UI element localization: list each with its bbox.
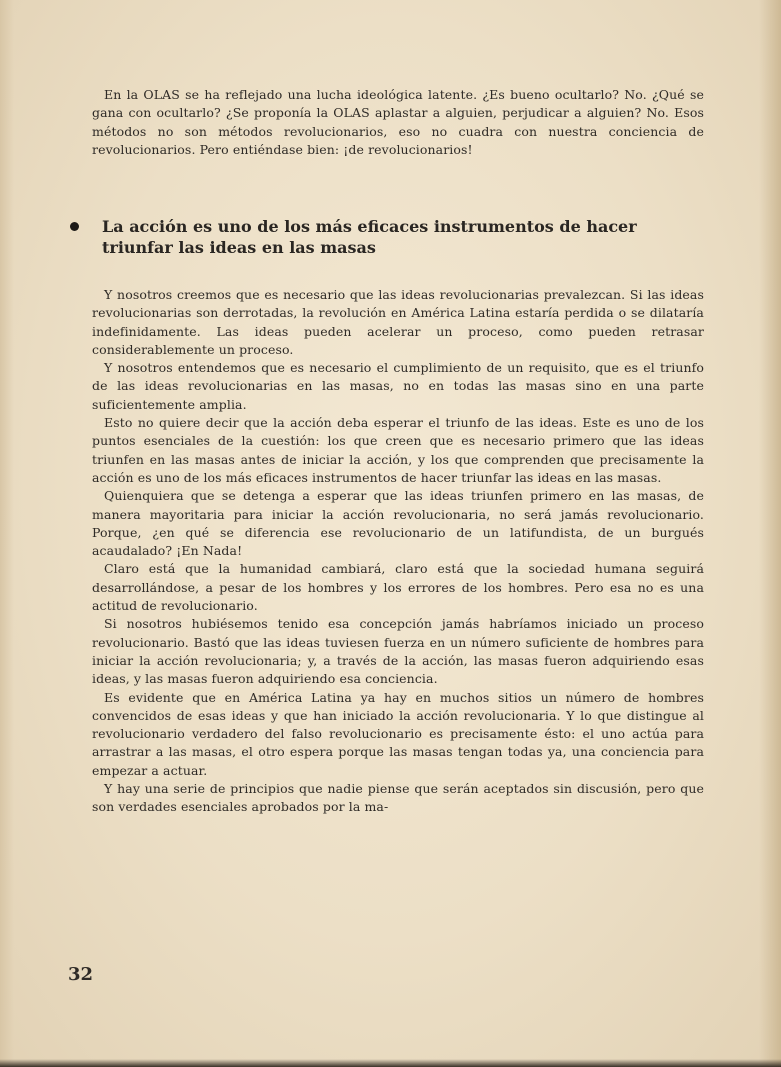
paragraph: Y hay una serie de principios que nadie piense que serán aceptados sin discusión, pero que son verdades esenciales aprobados por la ma- xyxy=(92,781,704,815)
page-right-edge xyxy=(759,0,781,1067)
intro-paragraph: En la OLAS se ha reflejado una lucha ideológica latente. ¿Es bueno ocultarlo? No. ¿Qué se gana con ocultarlo? ¿Se proponía la OLAS aplastar a alguien, perjudicar a alguien? No. Esos métodos no son métodos revolucionarios, eso no cuadra con nuestra conciencia de revolucionarios. Pero entiéndase bien: ¡de revolucionarios! xyxy=(92,87,704,157)
section-heading-text: La acción es uno de los más eficaces instrumentos de hacer triunfar las ideas en las masas xyxy=(102,217,637,257)
paragraph: Claro está que la humanidad cambiará, claro está que la sociedad humana seguirá desarrollándose, a pesar de los hombres y los errores de los hombres. Pero esa no es una actitud de revolucionario. xyxy=(92,561,704,614)
paragraph: Esto no quiere decir que la acción deba esperar el triunfo de las ideas. Este es uno de los puntos esenciales de la cuestión: los que creen que es necesario primero que las ideas triunfen en las masas antes de iniciar la acción, y los que comprenden que precisamente la acción es uno de los más eficaces instrumentos de hacer triunfar las ideas en las masas. xyxy=(92,415,704,485)
paragraph: Quienquiera que se detenga a esperar que las ideas triunfen primero en las masas, de manera mayoritaria para iniciar la acción revolucionaria, no será jamás revolucionario. Porque, ¿en qué se diferencia ese revolucionario de un latifundista, de un burgués acaudalado? ¡En Nada! xyxy=(92,488,704,559)
bullet-icon xyxy=(70,222,79,231)
paragraph: Y nosotros entendemos que es necesario el cumplimiento de un requisito, que es el triunfo de las ideas revolucionarias en las masas, no en todas las masas sino en una parte suficientemente amplia. xyxy=(92,360,704,412)
page-number: 32 xyxy=(68,964,94,985)
paragraph: Y nosotros creemos que es necesario que las ideas revolucionarias prevalezcan. Si las ideas revolucionarias son derrotadas, la revolución en América Latina estaría perdida o se dilataría indefinidamente. Las ideas pueden acelerar un proceso, como pueden retrasar considerablemente un proceso. xyxy=(92,287,704,357)
paragraph: Si nosotros hubiésemos tenido esa concepción jamás habríamos iniciado un proceso revolucionario. Bastó que las ideas tuviesen fuerza en un número suficiente de hombres para iniciar la acción revolucionaria; y, a través de la acción, las masas fueron adquiriendo esas ideas, y las masas fueron adquiriendo esa conciencia. xyxy=(92,616,704,687)
page-left-edge xyxy=(0,0,14,1067)
section-heading xyxy=(70,216,710,258)
paragraph: Es evidente que en América Latina ya hay en muchos sitios un número de hombres convencidos de esas ideas y que han iniciado la acción revolucionaria. Y lo que distingue al revolucionario verdadero del falso revolucionario es precisamente ésto: el uno actúa para arrastrar a las masas, el otro espera porque las masas tengan todas ya, una conciencia para empezar a actuar. xyxy=(92,689,704,778)
page-bottom-shadow xyxy=(0,1059,781,1067)
body-text xyxy=(92,286,704,817)
